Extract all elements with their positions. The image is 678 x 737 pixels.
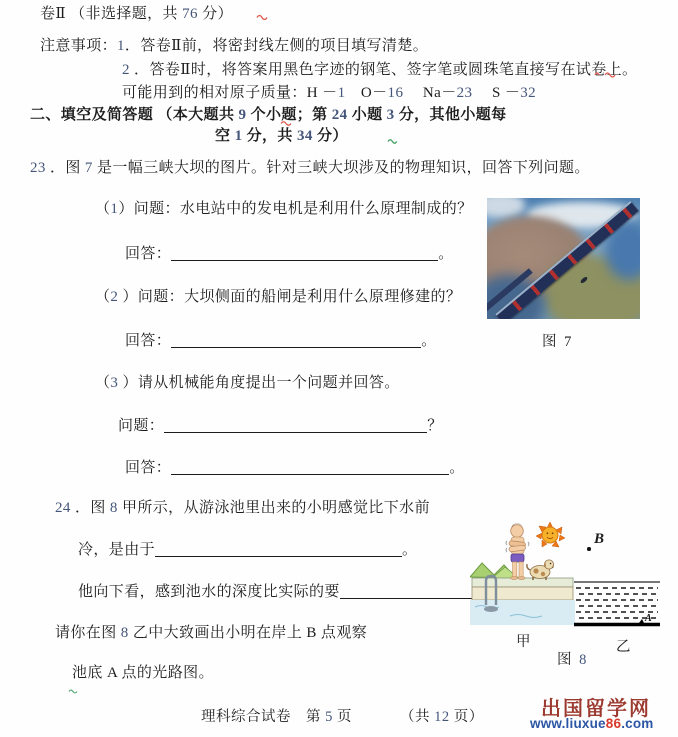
answer-label: 回答： — [125, 460, 172, 476]
figure-8-left-label: 甲 — [516, 634, 533, 650]
url-number: 86 — [605, 716, 622, 731]
point-a-marker — [639, 619, 644, 623]
section-heading-line-1: 二、填空及简答题 （本大题共 9 个小题；第 24 小题 3 分，其他小题每 — [30, 107, 507, 123]
q23-part2-answer-blank[interactable] — [171, 332, 421, 348]
q24-blank2-line — [78, 583, 495, 602]
figure-8-caption: 图 8 — [557, 652, 589, 668]
end-punctuation: 。 — [421, 333, 437, 349]
q23-stem: 23 ．图 7 是一幅三峡大坝的图片。针对三峡大坝涉及的物理知识，回答下列问题。 — [30, 160, 590, 176]
end-punctuation: 。 — [449, 460, 465, 476]
spellcheck-squiggle-red-icon — [256, 13, 270, 20]
atomic-mass-line: 可能用到的相对原子质量：H －1 O－16 Na－23 S －32 — [122, 85, 537, 101]
q24-stem: 24 ．图 8 甲所示，从游泳池里出来的小明感觉比下水前 — [55, 500, 430, 516]
url-prefix: www.liuxue — [530, 716, 606, 731]
answer-label: 回答： — [125, 333, 172, 349]
point-b-label: B — [594, 531, 605, 547]
q23-part1-answer-line — [125, 245, 454, 264]
figure-7-dam-photo — [487, 198, 640, 319]
watermark-url — [530, 716, 654, 731]
dam-photo-shoreline — [487, 198, 525, 218]
q24-blank2-label: 他向下看，感到池水的深度比实际的要 — [78, 584, 340, 600]
footer-paper-name-page: 理科综合试卷 第 5 页 — [201, 709, 352, 725]
q23-part3-answer-line — [125, 459, 465, 478]
answer-label: 回答： — [125, 246, 172, 262]
figure-8-pool-cartoon — [470, 521, 575, 625]
q23-part2-answer-line — [125, 332, 437, 351]
end-punctuation: 。 — [402, 542, 418, 558]
problem-label: 问题： — [118, 418, 165, 434]
q24-blank1[interactable] — [155, 541, 402, 557]
end-punctuation: 。 — [438, 246, 454, 262]
figure-8-water-diagram[interactable] — [572, 579, 662, 631]
watermark-site-name: 出国留学网 — [541, 698, 651, 720]
spellcheck-squiggle-green-icon — [387, 137, 398, 144]
sun-icon — [536, 522, 565, 547]
q23-part3-question: （3 ）请从机械能角度提出一个问题并回答。 — [95, 375, 400, 391]
q24-instruction-line-1: 请你在图 8 乙中大致画出小明在岸上 B 点观察 — [55, 625, 368, 641]
q24-blank1-label: 冷，是由于 — [78, 542, 156, 558]
footer-total-pages: （共 12 页） — [400, 709, 484, 725]
spellcheck-squiggle-red-icon — [280, 120, 294, 126]
point-b-dot — [587, 547, 591, 551]
q24-blank1-line — [78, 541, 417, 560]
point-a-label: A — [645, 613, 652, 624]
q24-instruction-line-2: 池底 A 点的光路图。 — [72, 665, 214, 681]
q23-part3-answer-blank[interactable] — [171, 459, 449, 475]
q23-part2-question: （2 ）问题：大坝侧面的船闸是利用什么原理修建的？ — [95, 289, 462, 305]
notes-line-1: 注意事项：1．答卷Ⅱ前，将密封线左侧的项目填写清楚。 — [40, 38, 429, 54]
spellcheck-squiggle-red-icon — [593, 70, 621, 78]
notes-line-2: 2 ．答卷Ⅱ时，将答案用黑色字迹的钢笔、签字笔或圆珠笔直接写在试卷上。 — [122, 62, 638, 78]
end-punctuation: ？ — [427, 418, 443, 434]
q23-part1-answer-blank[interactable] — [171, 245, 438, 261]
dog — [527, 560, 554, 580]
q23-part3-problem-line — [118, 417, 443, 436]
q24-blank2[interactable] — [340, 583, 480, 599]
figure-7-caption: 图 7 — [542, 334, 574, 350]
paper-title: 卷Ⅱ （非选择题，共 76 分） — [40, 6, 233, 22]
section-heading-line-2: 空 1 分，共 34 分） — [215, 128, 348, 144]
q23-part1-question: （1）问题：水电站中的发电机是利用什么原理制成的？ — [95, 201, 473, 217]
spellcheck-squiggle-green-icon — [68, 688, 78, 694]
figure-8-right-label: 乙 — [616, 639, 633, 655]
q23-part3-problem-blank[interactable] — [164, 417, 427, 433]
url-suffix: .com — [621, 716, 654, 731]
